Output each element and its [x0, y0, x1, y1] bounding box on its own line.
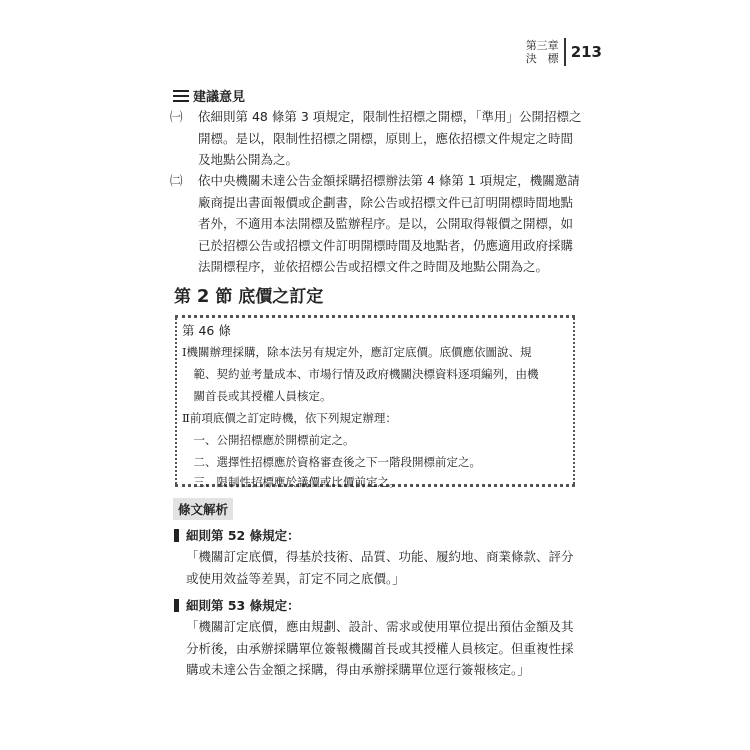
- suggestion-heading: [173, 86, 245, 105]
- rule-heading-53: [174, 596, 300, 614]
- item-line: 廠商提出書面報價或企劃書，除公告或招標文件已訂明開標時間地點: [198, 194, 574, 210]
- chapter-number: 第三章: [525, 39, 559, 52]
- item-line: 已於招標公告或招標文件訂明開標時間及地點者，仍應適用政府採購: [198, 237, 574, 253]
- article-line: 三、限制性招標應於議價或比價前定之。: [182, 475, 401, 489]
- rule-text-53: [186, 616, 586, 681]
- bullet-bar: [174, 599, 179, 612]
- rule-heading-text: 細則第 52 條規定：: [186, 528, 300, 543]
- item-marker: ㈡: [170, 173, 183, 188]
- article-line: 範、契約並考量成本、市場行情及政府機關決標資料逐項編列，由機: [182, 367, 539, 381]
- suggestion-item-1: [170, 106, 589, 171]
- item-line: 及地點公開為之。: [198, 152, 299, 167]
- article-line: 二、選擇性招標應於資格審查後之下一階段開標前定之。: [182, 455, 481, 469]
- article-line: Ⅰ機關辦理採購，除本法另有規定外，應訂定底價。底價應依圖說、規: [182, 345, 532, 359]
- section-heading: [174, 282, 323, 307]
- rule-line: 「機關訂定底價，得基於技術、品質、功能、履約地、商業條款、評分: [186, 549, 574, 564]
- bullet-bar: [174, 529, 179, 542]
- lines-icon: [173, 90, 189, 102]
- rule-text-52: [186, 546, 586, 589]
- article-title: 第 46 條: [182, 323, 231, 338]
- section-prefix: 第: [174, 287, 191, 307]
- page-number: 213: [570, 43, 602, 61]
- rule-line: 分析後，由承辦採購單位簽報機關首長或其授權人員核定。但重複性採: [186, 640, 574, 656]
- item-marker: ㈠: [170, 109, 183, 124]
- rule-line: 購或未達公告金額之採購，得由承辦採購單位逕行簽報核定。」: [186, 662, 530, 677]
- section-title: 底價之訂定: [238, 287, 324, 307]
- section-number: 2: [196, 286, 210, 307]
- header-divider: [564, 38, 566, 66]
- chapter-title: 決 標: [525, 52, 559, 65]
- rule-line: 「機關訂定底價，應由規劃、設計、需求或使用單位提出預估金額及其: [186, 619, 574, 634]
- item-line: 法開標程序，並依招標公告或招標文件之時間及地點公開為之。: [198, 259, 549, 274]
- item-line: 者外，不適用本法開標及監辦程序。是以，公開取得報價之開標，如: [198, 216, 574, 231]
- item-line: 依細則第 48 條第 3 項規定，限制性招標之開標，「準用」公開招標之: [198, 109, 582, 124]
- article-line: Ⅱ前項底價之訂定時機，依下列規定辦理：: [182, 411, 397, 425]
- rule-line: 或使用效益等差異，訂定不同之底價。」: [186, 570, 405, 586]
- item-line: 依中央機關未達公告金額採購招標辦法第 4 條第 1 項規定，機關邀請: [198, 173, 580, 188]
- article-box: [175, 315, 575, 487]
- analysis-label: 條文解析: [173, 498, 233, 520]
- item-line: 開標。是以，限制性招標之開標，原則上，應依招標文件規定之時間: [198, 130, 574, 146]
- rule-heading-52: [174, 526, 300, 544]
- article-line: 一、公開招標應於開標前定之。: [182, 433, 355, 447]
- suggestion-title: 建議意見: [193, 90, 246, 105]
- chapter-label: [526, 39, 559, 65]
- article-line: 關首長或其授權人員核定。: [182, 389, 332, 403]
- section-suffix: 節: [215, 287, 233, 307]
- suggestion-item-2: [170, 170, 589, 278]
- rule-heading-text: 細則第 53 條規定：: [186, 598, 300, 613]
- running-header: [526, 38, 602, 66]
